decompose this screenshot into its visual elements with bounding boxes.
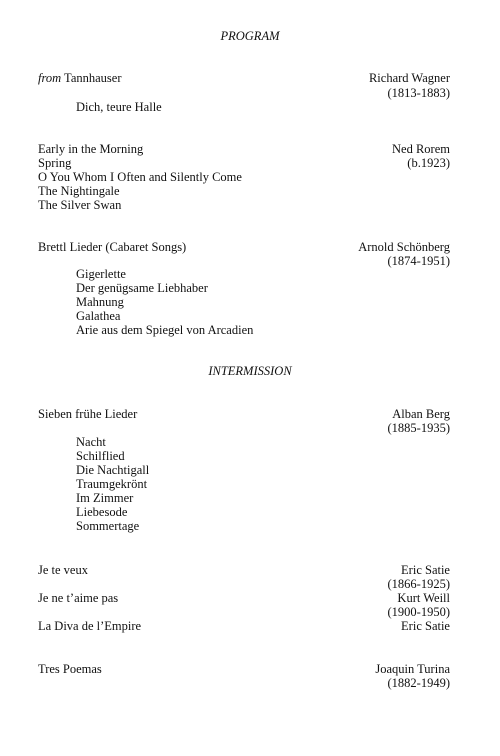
schoenberg-piece: Arie aus dem Spiegel von Arcadien: [76, 323, 254, 337]
rorem-song: Spring: [38, 156, 72, 170]
satie-dates: (1866-1925): [387, 577, 450, 591]
from-label: from: [38, 71, 62, 85]
berg-piece: Liebesode: [76, 505, 128, 519]
rorem-song: The Silver Swan: [38, 198, 122, 212]
berg-piece: Sommertage: [76, 519, 140, 533]
berg-piece: Die Nachtigall: [76, 463, 150, 477]
schoenberg-piece: Mahnung: [76, 295, 124, 309]
schoenberg-composer: Arnold Schönberg: [358, 240, 450, 254]
satie-song-1: Je te veux: [38, 563, 88, 577]
weill-dates: (1900-1950): [387, 605, 450, 619]
schoenberg-piece: Gigerlette: [76, 267, 126, 281]
berg-composer: Alban Berg: [392, 407, 450, 421]
schoenberg-title: Brettl Lieder (Cabaret Songs): [38, 240, 187, 254]
intermission-heading: INTERMISSION: [208, 364, 292, 378]
schoenberg-piece: Galathea: [76, 309, 121, 323]
berg-piece: Nacht: [76, 435, 106, 449]
turina-title: Tres Poemas: [38, 662, 102, 676]
schoenberg-piece: Der genügsame Liebhaber: [76, 281, 208, 295]
weill-song: Je ne t’aime pas: [38, 591, 119, 605]
berg-piece: Im Zimmer: [76, 491, 134, 505]
berg-dates: (1885-1935): [387, 421, 450, 435]
berg-title: Sieben frühe Lieder: [38, 407, 138, 421]
wagner-title: [38, 71, 122, 85]
schoenberg-dates: (1874-1951): [387, 254, 450, 268]
wagner-composer: Richard Wagner: [368, 71, 450, 85]
berg-piece: Traumgekrönt: [76, 477, 148, 491]
rorem-dates: (b.1923): [407, 156, 450, 170]
satie-song-2: La Diva de l’Empire: [38, 619, 142, 633]
turina-composer: Joaquin Turina: [375, 662, 450, 676]
program-heading: PROGRAM: [220, 29, 280, 43]
opera-title: Tannhauser: [61, 71, 122, 85]
wagner-piece: Dich, teure Halle: [76, 100, 162, 114]
rorem-song: Early in the Morning: [38, 142, 144, 156]
satie-composer-1: Eric Satie: [401, 563, 450, 577]
rorem-composer: Ned Rorem: [392, 142, 450, 156]
rorem-song: The Nightingale: [38, 184, 120, 198]
weill-composer: Kurt Weill: [397, 591, 450, 605]
turina-dates: (1882-1949): [387, 676, 450, 690]
wagner-dates: (1813-1883): [387, 86, 450, 100]
rorem-song: O You Whom I Often and Silently Come: [38, 170, 242, 184]
berg-piece: Schilflied: [76, 449, 125, 463]
satie-composer-2: Eric Satie: [401, 619, 450, 633]
